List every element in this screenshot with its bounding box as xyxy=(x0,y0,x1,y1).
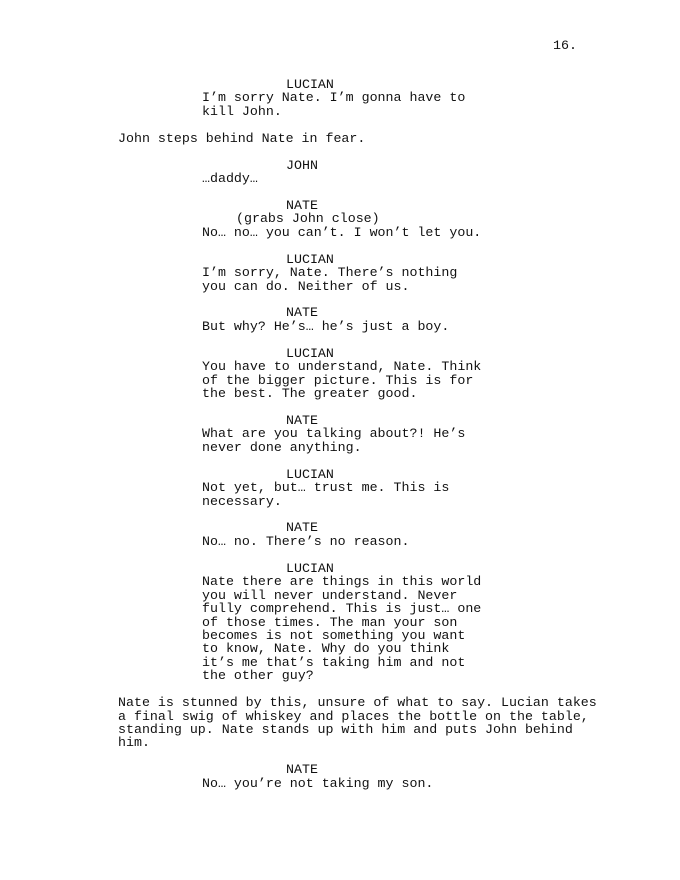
character-cue: NATE xyxy=(286,762,318,778)
dialogue-line: But why? He’s… he’s just a boy. xyxy=(202,318,450,334)
dialogue-block xyxy=(0,226,680,239)
action-line: him. xyxy=(118,735,150,751)
action-line: John steps behind Nate in fear. xyxy=(118,130,366,146)
dialogue-line: You have to understand, Nate. Think xyxy=(202,359,482,375)
action-line: Nate is stunned by this, unsure of what to say. Lucian takes xyxy=(118,695,597,711)
dialogue-line: No… no. There’s no reason. xyxy=(202,533,410,549)
action-line: standing up. Nate stands up with him and puts John behind xyxy=(118,722,573,737)
dialogue-block xyxy=(0,360,680,400)
dialogue-line: Nate there are things in this world xyxy=(202,574,482,590)
dialogue-line: I’m sorry, Nate. There’s nothing xyxy=(202,265,458,281)
character-cue: NATE xyxy=(286,412,318,428)
dialogue-line: No… no… you can’t. I won’t let you. xyxy=(202,224,482,240)
character-cue: LUCIAN xyxy=(286,251,334,267)
dialogue-block xyxy=(0,172,680,185)
dialogue-line: becomes is not something you want xyxy=(202,627,466,643)
character-cue: LUCIAN xyxy=(286,466,334,482)
page-number: 16. xyxy=(553,38,577,53)
dialogue-line: Not yet, but… trust me. This is xyxy=(202,480,450,496)
dialogue-line: kill John. xyxy=(202,103,282,119)
dialogue-block xyxy=(0,91,680,118)
character-cue: LUCIAN xyxy=(286,345,334,361)
dialogue-line: it’s me that’s taking him and not xyxy=(202,654,466,670)
dialogue-line: you will never understand. Never xyxy=(202,587,458,603)
dialogue-line: of the bigger picture. This is for xyxy=(202,372,474,388)
screenplay-body xyxy=(0,78,680,790)
action-block xyxy=(0,132,680,145)
dialogue-line: of those times. The man your son xyxy=(202,614,458,630)
dialogue-block xyxy=(0,427,680,454)
action-block xyxy=(0,696,680,750)
dialogue-line: No… you’re not taking my son. xyxy=(202,775,434,791)
character-cue: NATE xyxy=(286,197,318,213)
dialogue-line: the best. The greater good. xyxy=(202,386,418,402)
dialogue-block xyxy=(0,481,680,508)
dialogue-line: never done anything. xyxy=(202,439,362,455)
dialogue-line: What are you talking about?! He’s xyxy=(202,426,466,442)
character-cue: NATE xyxy=(286,520,318,536)
dialogue-block xyxy=(0,320,680,333)
dialogue-block xyxy=(0,777,680,790)
dialogue-line: fully comprehend. This is just… one xyxy=(202,601,482,617)
character-cue: LUCIAN xyxy=(286,560,334,576)
dialogue-block xyxy=(0,535,680,548)
dialogue-line: to know, Nate. Why do you think xyxy=(202,641,450,657)
dialogue-block xyxy=(0,266,680,293)
action-line: a final swig of whiskey and places the bottle on the table, xyxy=(118,708,589,724)
dialogue-line: the other guy? xyxy=(202,668,314,684)
dialogue-line: …daddy… xyxy=(202,171,258,187)
character-cue: JOHN xyxy=(286,157,318,173)
dialogue-line: you can do. Neither of us. xyxy=(202,278,410,294)
character-cue: NATE xyxy=(286,305,318,321)
character-cue: LUCIAN xyxy=(286,77,334,92)
dialogue-line: I’m sorry Nate. I’m gonna have to xyxy=(202,90,466,106)
dialogue-block xyxy=(0,575,680,683)
dialogue-line: necessary. xyxy=(202,493,282,509)
parenthetical: (grabs John close) xyxy=(236,211,380,227)
